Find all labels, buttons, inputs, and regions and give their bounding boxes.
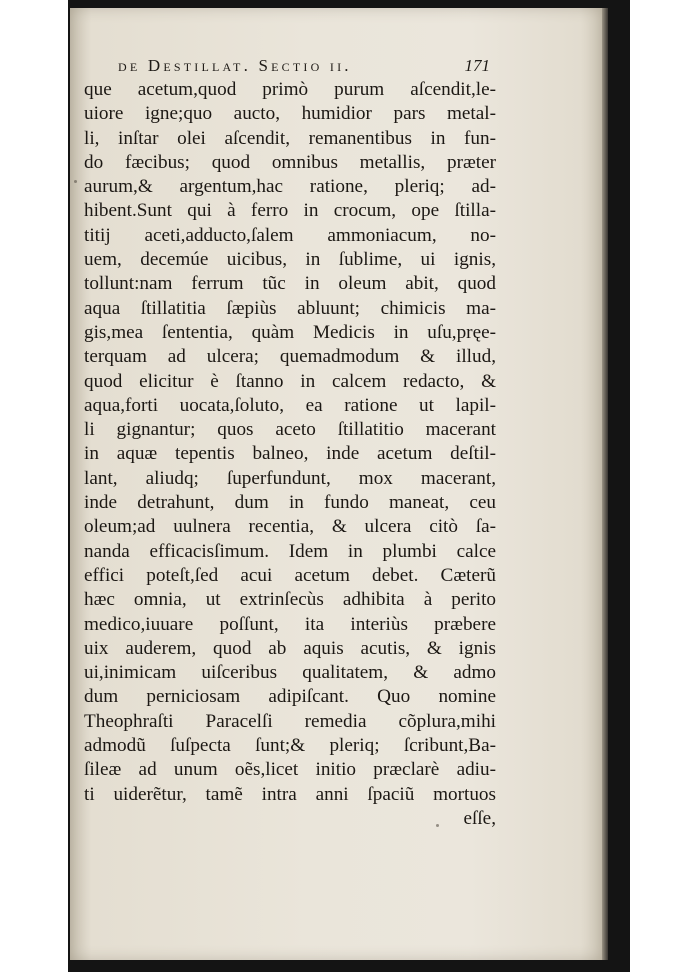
text-line: in aquæ tepentis balneo, inde acetum deſtil- <box>84 443 496 465</box>
text-line: do fæcibus; quod omnibus metallis, præter <box>84 151 496 173</box>
text-line: titij aceti,adducto,ſalem ammoniacum, no- <box>84 224 496 246</box>
text-line: terquam ad ulcera; quemadmodum & illud, <box>84 346 496 368</box>
text-line: ti uiderẽtur, tamẽ intra anni ſpaciũ mortuos <box>84 783 496 805</box>
text-line: li, inſtar olei aſcendit, remanentibus in fun- <box>84 127 496 149</box>
text-line: uiore igne;quo aucto, humidior pars metal- <box>84 103 496 125</box>
text-line: ui,inimicam uiſceribus qualitatem, & admo <box>84 662 496 684</box>
text-line: inde detrahunt, dum in fundo maneat, ceu <box>84 492 496 514</box>
text-line: uem, decemúe uicibus, in ſublime, ui ignis, <box>84 249 496 271</box>
text-line: hibent.Sunt qui à ferro in crocum, ope ſtilla- <box>84 200 496 222</box>
running-head: de Destillat. Sectio ii. <box>118 56 352 75</box>
text-line: lant, aliudq; ſuperfundunt, mox macerant, <box>84 467 496 489</box>
paper-speck <box>74 180 77 183</box>
text-line: effici poteſt,ſed acui acetum debet. Cæterũ <box>84 564 496 586</box>
body-text <box>84 78 496 831</box>
text-line: admodũ ſuſpecta ſunt;& pleriq; ſcribunt,Ba- <box>84 735 496 757</box>
text-line: medico,iuuare poſſunt, ita interiùs præbere <box>84 613 496 635</box>
text-line: aurum,& argentum,hac ratione, pleriq; ad- <box>84 176 496 198</box>
text-line: nanda efficacisſimum. Idem in plumbi calce <box>84 540 496 562</box>
text-line: ſileæ ad unum oẽs,licet initio præclarè adiu- <box>84 759 496 781</box>
text-line: oleum;ad uulnera recentia, & ulcera citò ſa- <box>84 516 496 538</box>
text-line: quod elicitur è ſtanno in calcem redacto, & <box>84 370 496 392</box>
text-line: aqua ſtillatitia ſæpiùs abluunt; chimicis ma- <box>84 297 496 319</box>
page-number: 171 <box>464 56 490 75</box>
text-line: que acetum,quod primò purum aſcendit,le- <box>84 79 496 100</box>
page-edge-shadow <box>602 8 608 960</box>
text-line: aqua,forti uocata,ſoluto, ea ratione ut lapil- <box>84 394 496 416</box>
text-line: uix auderem, quod ab aquis acutis, & ignis <box>84 637 496 659</box>
text-line: hæc omnia, ut extrinſecùs adhibita à perito <box>84 589 496 611</box>
text-line: Theophraſti Paracelſi remedia cõplura,mihi <box>84 710 496 732</box>
text-line: tollunt:nam ferrum tũc in oleum abit, quod <box>84 273 496 295</box>
text-line: li gignantur; quos aceto ſtillatitio macerant <box>84 419 496 441</box>
paper-speck <box>436 824 439 827</box>
text-line: dum perniciosam adipiſcant. Quo nomine <box>84 686 496 708</box>
catchword: eſſe, <box>463 807 496 829</box>
text-line: gis,mea ſententia, quàm Medicis in uſu,pręe- <box>84 321 496 343</box>
